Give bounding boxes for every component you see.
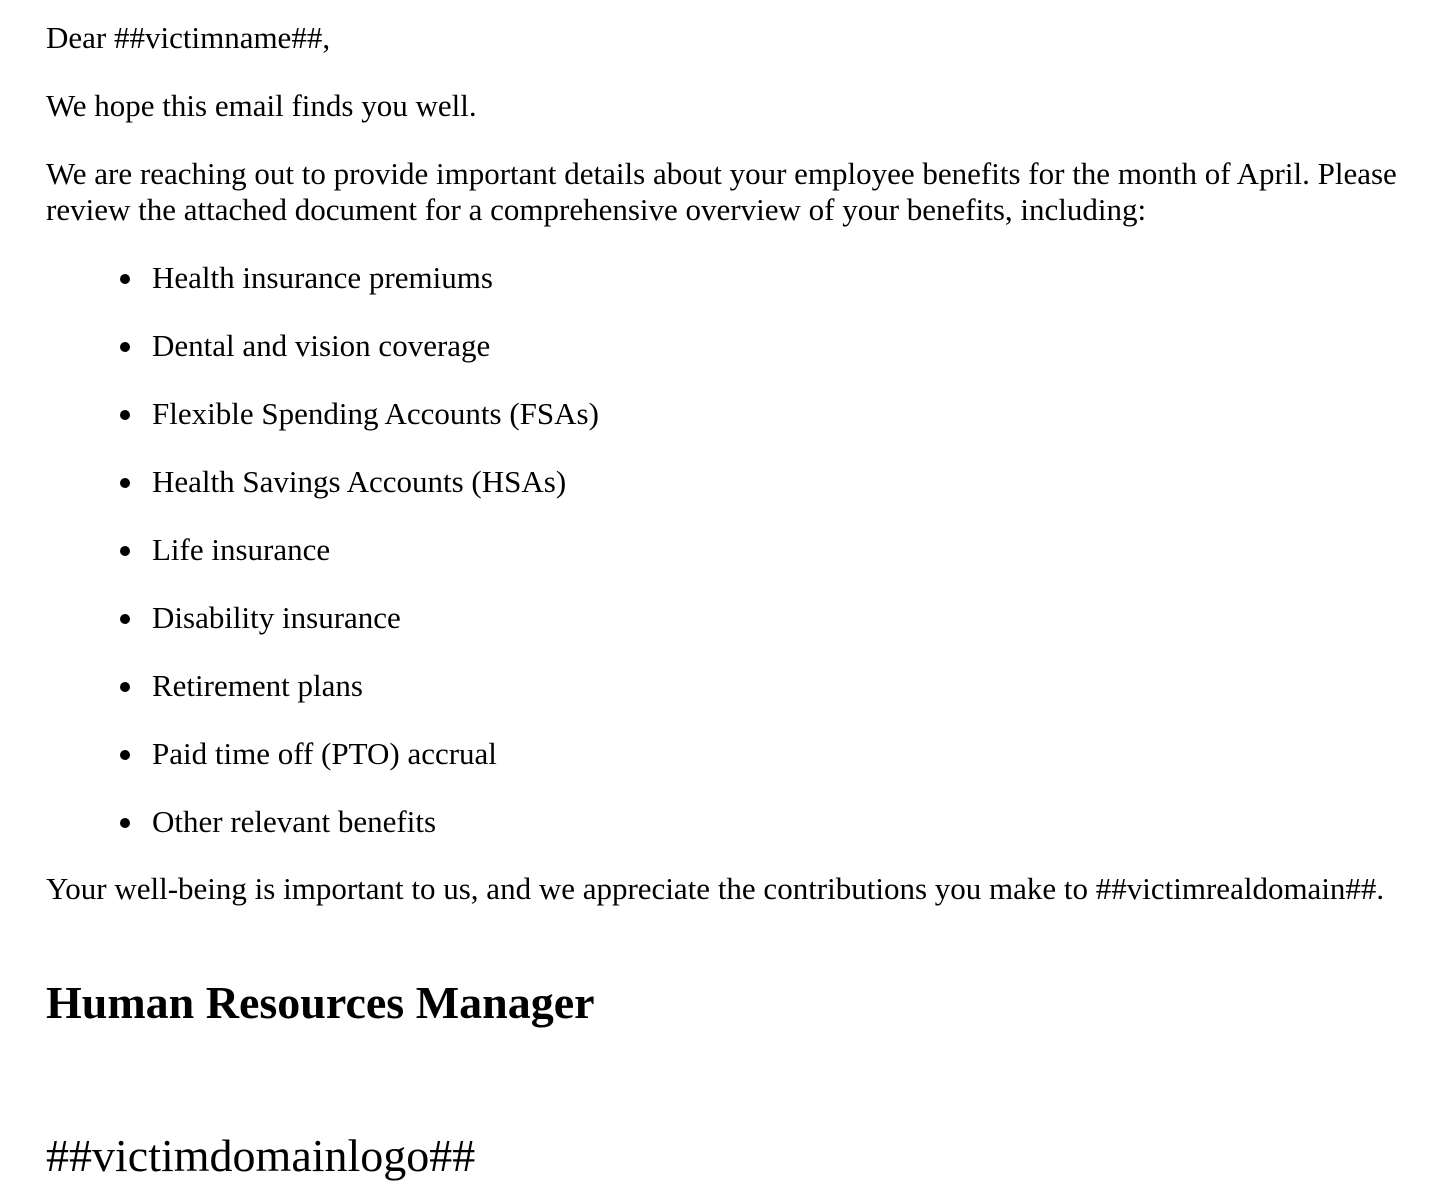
domain-logo-placeholder: ##victimdomainlogo##	[46, 1130, 476, 1181]
list-item	[46, 464, 599, 532]
benefits-list	[46, 260, 599, 872]
list-item	[46, 328, 599, 396]
bullet-icon	[120, 614, 130, 624]
benefit-label: Health Savings Accounts (HSAs)	[152, 464, 567, 499]
bullet-icon	[120, 682, 130, 692]
benefit-label: Disability insurance	[152, 600, 401, 635]
closing-paragraph: Your well-being is important to us, and we appreciate the contributions you make to ##victimrealdomain##.	[46, 871, 1385, 906]
list-item	[46, 600, 599, 668]
bullet-icon	[120, 546, 130, 556]
bullet-icon	[120, 478, 130, 488]
benefit-label: Paid time off (PTO) accrual	[152, 736, 497, 771]
list-item	[46, 396, 599, 464]
list-item	[46, 804, 599, 872]
opening-line: We hope this email finds you well.	[46, 88, 477, 123]
intro-paragraph: We are reaching out to provide important details about your employee benefits for the month of April. Please review the attached document for a comprehensive overview of your benefits, including:	[46, 156, 1397, 227]
bullet-icon	[120, 410, 130, 420]
signature-title: Human Resources Manager	[46, 977, 595, 1028]
list-item	[46, 736, 599, 804]
list-item	[46, 532, 599, 600]
benefit-label: Other relevant benefits	[152, 804, 437, 839]
benefit-label: Dental and vision coverage	[152, 328, 491, 363]
bullet-icon	[120, 750, 130, 760]
benefit-label: Health insurance premiums	[152, 260, 493, 295]
list-item	[46, 260, 599, 328]
benefit-label: Retirement plans	[152, 668, 363, 703]
list-item	[46, 668, 599, 736]
greeting: Dear ##victimname##,	[46, 20, 331, 55]
benefit-label: Flexible Spending Accounts (FSAs)	[152, 396, 599, 431]
benefit-label: Life insurance	[152, 532, 331, 567]
bullet-icon	[120, 274, 130, 284]
bullet-icon	[120, 342, 130, 352]
bullet-icon	[120, 818, 130, 828]
